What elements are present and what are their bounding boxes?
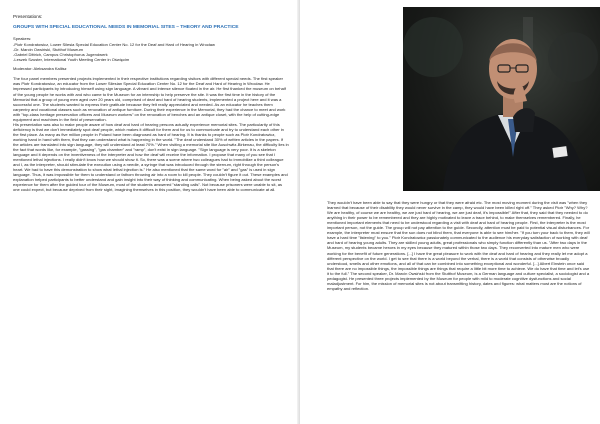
left-column — [13, 14, 289, 195]
speakers-heading: Speakers: — [13, 36, 32, 42]
body-paragraph: The four panel members presented projects implemented in their respective institutions regarding visitors with different special needs. The first speaker was Piotr Kondratowicz, an educator from the Lower Silesian Special Education Center No. 12 for the Deaf and Hard of Hearing in Wrocław. He impressed participants by introducing himself using sign language. A vibrant and intense silence floated in the air. He first thanked the museum on behalf of the young people he works with and who came to the Museum for an internship to help preserve the site. It was the first time in the history of the Memorial that a group of young men aged over 20 years old, comprised of deaf and hard of hearing students, implemented a project here and it was a successful one. The students wanted to express their gratitude because they felt really appreciated and needed. As an educator he teaches them carpentry and vocational classes such as renovation of antique furniture. During their experience in the Memorial, they had the chance to meet and work with "top-class heritage preservation officers and Museum workers" on the renovation of benches and an antique closet, with the help of cutting-edge equipment and machines in the field of preservation. — [13, 76, 286, 122]
moderator-line: Moderator: Aleksandra Kaliisz — [13, 66, 67, 72]
speaker-item: -Gabriel Dittrich, Campus Christophorus Jugendwerk — [13, 52, 108, 58]
body-paragraph: They wouldn't have been able to say that they were hungry or that they were afraid etc. The most moving moment during the visit was "when they learned that because of their disability they would never survive in the camp, they would have been killed right off." They asked Piotr "Why? Why? We are healthy, of course we are healthy, we are just hard of hearing, we are just deaf, it's impossible!" After that, they said that they needed to do anything in their power to be remembered and they are highly motivated to leave a trace behind, to make themselves remembered. Finally, he mentioned important elements that need to be understood regarding a visit with deaf and hard of hearing people. First, the interpreter is the most important person, not the guide. The group will not pay attention to the guide. Secondly, attention must be paid to potential visual disturbances. For example, the interpreter must ensure that the sun does not blind them, that everyone is able to see him/her. "If you turn your back to them, they will have a hard time "listening" to you." Piotr Kondratowicz passionately communicated to the audience his everyday satisfaction of working with deaf and hard of hearing young adults. They are skilled young adults, great professionals who simply function differently than us. "After two days in the Museum, my students became heroes in my eyes because they matured within those two days. They reconverted into mature men who were working for the benefit of future generations. [...] I have the great pleasure to work with the deaf and hard of hearing and they really let me adopt a different perspective on the world. I get to see that there is a world beyond the verbal, there is a world that consists of otherwise broadly understood, smells and other emotions, and all of that can be combined into something exceptional and wonderful. [...] Albert Einstein once said that there are no impossible things, the impossible things are things that require a little bit more time to achieve. We do have that time and let's use it to the full." The second speaker, Dr. Marcin Owsiński from the Stutthof Museum, is a German language and culture specialist, a sociologist and a pedagogist. He presented three projects implemented by the Museum for people with mild to moderate cognitive dysfunctions and social maladjustment. For him, the mission of memorial sites is not about transmitting history, dates and figures: what matters most are the notions of empathy and reflection. — [327, 200, 590, 291]
right-column — [327, 196, 590, 295]
speaker-illustration — [403, 7, 600, 191]
speaker-item: -Dr. Marcin Owsiński, Stutthof Museum — [13, 47, 83, 53]
section-label: Presentations: — [13, 14, 43, 19]
speaker-item: -Piotr Kondratowicz, Lower Silesia Special Education Center No. 12 for the Deaf and Hard of Hearing in Wrocław — [13, 42, 215, 48]
right-page — [300, 0, 600, 424]
speaker-photo — [403, 7, 600, 191]
body-paragraph: His presentation was also to make people aware of how deaf and hard of hearing persons actually experience memorial sites. The particularity of this deficiency is that we don't immediately spot deaf people, which makes it difficult for them and for us to communicate and try to understand each other in the first place. As many as five million people in Poland have been diagnosed as hard of hearing. It is thanks to people such as Piotr Kondratowicz, working hand in hand with them, that they can understand what is happening in the world. "The deaf understand 30% of written articles in the papers. If the articles are translated into sign language, they will understand at least 70%." When visiting a memorial site like Auschwitz-Birkenau, the difficulty lies in the fact that words like, for example, "gassing", "gas chamber" and "ramp", don't exist in sign language. "Sign language is very poor. It is a skeleton language and it depends on the inventiveness of the interpreter and how the deaf will receive the information. I propose that many of you see that I mentioned lethal injections. I really didn't know how we should show it. So, there was a scene where two colleagues had to immobilize a third colleague and I, as the interpreter, should stimulate the execution using a needle, a syringe that was introduced through the sternum, right through the person's heart. We had to have this demonstration to show what lethal injection is." He also mentioned that the same word for "air" and "gas" is used in sign language. Thus, it was impossible for them to understand or fathom throwing air into a room to kill people. They couldn't figure it out. These examples and explanation helped participants to better understand and gain insight into their way of thinking and communicating. When being asked about the worst experience for them after the guided tour of the Museum, most of the students answered "standing calls". Not because prisoners were unable to sit, as one could expect, but because deprived from their sight, imagining themselves in this position, they wouldn't have been able to communicate at all. — [13, 121, 289, 193]
presentation-title: GROUPS WITH SPECIAL EDUCATIONAL NEEDS IN MEMORIAL SITES – THEORY AND PRACTICE — [13, 25, 239, 31]
speaker-item: -Leszek Szuster, International Youth Meeting Center in Oświęcim — [13, 57, 130, 63]
